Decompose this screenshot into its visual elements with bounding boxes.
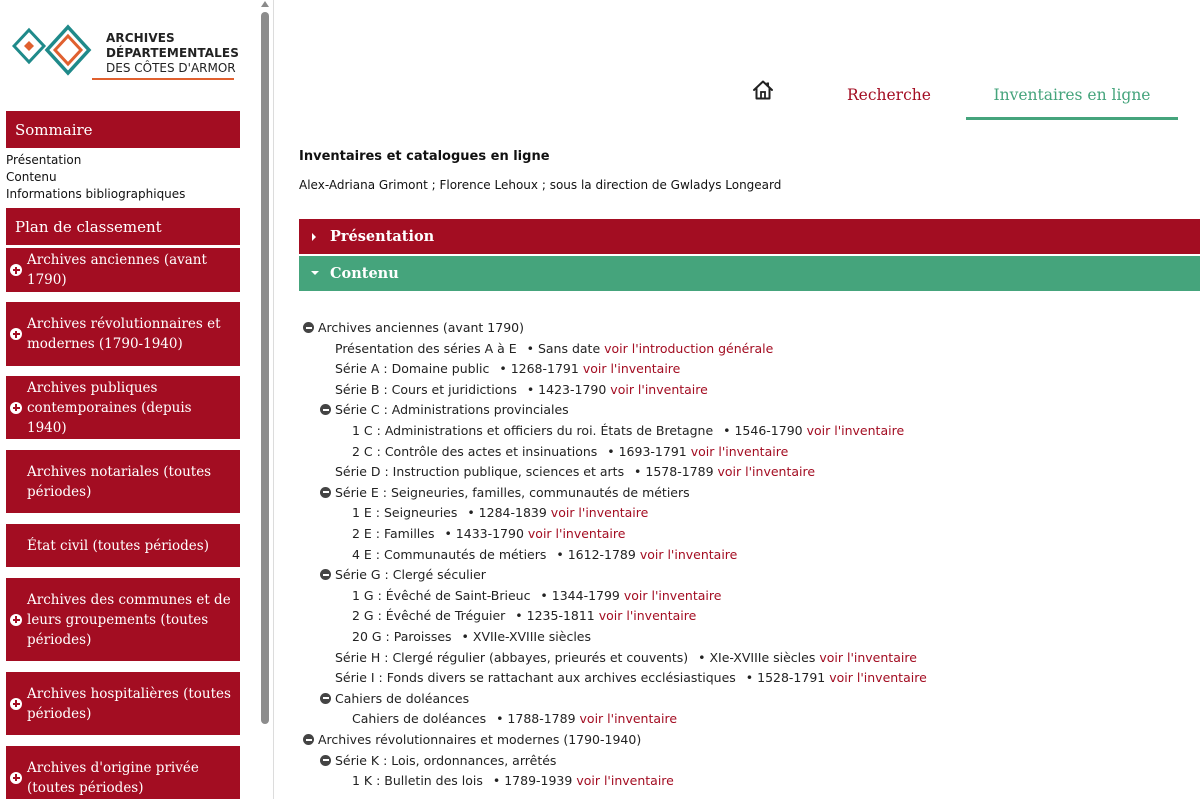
voir-inventaire-link[interactable]: voir l'inventaire [576, 773, 674, 789]
tree-node-toggle[interactable] [320, 690, 469, 708]
expand-plus-icon [10, 402, 22, 414]
tree-item-date: • 1612-1789 [556, 546, 636, 562]
tree-node-toggle[interactable] [320, 566, 486, 584]
tree-item [335, 649, 917, 667]
voir-inventaire-link[interactable]: voir l'inventaire [819, 649, 917, 665]
logo-line-3: DES CÔTES D'ARMOR [106, 61, 236, 75]
tree-item-label: Cahiers de doléances [335, 690, 470, 706]
tree-item-label: Série C : Administrations provinciales [335, 402, 569, 418]
archives-logo[interactable] [12, 24, 242, 86]
tree-item-label: Série D : Instruction publique, sciences et arts [335, 464, 625, 480]
tree-item-label: Archives anciennes (avant 1790) [318, 320, 524, 335]
voir-inventaire-link[interactable]: voir l'inventaire [806, 423, 905, 438]
voir-inventaire-link[interactable]: voir l'inventaire [579, 711, 678, 727]
tree-item-label: 2 E : Familles [352, 526, 435, 541]
collapse-minus-icon[interactable] [320, 693, 331, 704]
plan-classement-heading: Plan de classement [6, 208, 240, 245]
tree-item [335, 381, 708, 399]
collapse-minus-icon[interactable] [320, 487, 331, 498]
voir-inventaire-link[interactable]: voir l'inventaire [623, 587, 722, 603]
tree-item [335, 360, 680, 378]
tree-item-date: • 1788-1789 [496, 711, 576, 727]
tree-item [352, 587, 721, 605]
tree-item-label: 1 G : Évêché de Saint-Brieuc [352, 587, 531, 603]
category-archives-privees[interactable] [6, 746, 240, 799]
voir-inventaire-link[interactable]: voir l'introduction générale [604, 340, 774, 356]
tree-item [335, 669, 927, 687]
category-archives-notariales[interactable] [6, 450, 240, 513]
tree-item [352, 443, 788, 461]
tree-item-date: • 1528-1791 [745, 670, 826, 686]
tree-item-label: Présentation des séries A à E [335, 340, 517, 356]
tree-item [352, 710, 677, 728]
tree-item-label: 1 C : Administrations et officiers du roi. États de Bretagne [352, 423, 714, 438]
tree-node-toggle[interactable] [303, 319, 524, 337]
voir-inventaire-link[interactable]: voir l'inventaire [550, 505, 649, 521]
logo-underline [92, 78, 234, 80]
category-archives-hospitalieres[interactable] [6, 672, 240, 735]
collapse-minus-icon[interactable] [303, 322, 314, 333]
sidebar-scrollbar[interactable] [259, 0, 271, 799]
logo-line-1: ARCHIVES [106, 31, 175, 45]
collapse-minus-icon[interactable] [320, 569, 331, 580]
voir-inventaire-link[interactable]: voir l'inventaire [527, 526, 626, 541]
tree-item-date: • 1693-1791 [607, 443, 687, 459]
tree-item [352, 546, 737, 564]
scrollbar-thumb[interactable] [261, 12, 269, 724]
tree-item-date: • 1546-1790 [723, 423, 803, 438]
collapse-minus-icon[interactable] [303, 734, 314, 745]
expand-plus-icon [10, 264, 22, 276]
category-label: Archives anciennes (avant 1790) [27, 252, 207, 288]
tree-item-date: • 1789-1939 [492, 773, 573, 789]
voir-inventaire-link[interactable]: voir l'inventaire [582, 361, 681, 377]
category-label: État civil (toutes périodes) [27, 537, 209, 554]
category-label: Archives révolutionnaires et modernes (1790-1940) [27, 316, 221, 352]
tree-item-label: 1 K : Bulletin des lois [352, 773, 483, 789]
tree-item-label: 1 E : Seigneuries [352, 505, 458, 521]
voir-inventaire-link[interactable]: voir l'inventaire [717, 464, 816, 480]
voir-inventaire-link[interactable]: voir l'inventaire [829, 670, 927, 686]
category-archives-anciennes[interactable] [6, 248, 240, 292]
tree-item-date: • 1344-1799 [540, 587, 620, 603]
section-presentation-toggle[interactable] [299, 219, 1200, 254]
tree-item-label: Série B : Cours et juridictions [335, 381, 517, 397]
voir-inventaire-link[interactable]: voir l'inventaire [639, 546, 738, 562]
tree-item-label: 20 G : Paroisses [352, 629, 452, 644]
nav-inventaires-en-ligne[interactable] [966, 78, 1178, 120]
category-label: Archives des communes et de leurs groupements (toutes périodes) [27, 591, 231, 648]
expand-plus-icon [10, 698, 22, 710]
scroll-up-arrow-icon[interactable] [261, 1, 269, 7]
collapse-minus-icon[interactable] [320, 755, 331, 766]
tree-item-label: 2 G : Évêché de Tréguier [352, 608, 506, 624]
caret-right-icon [312, 233, 316, 241]
sommaire-links [6, 152, 185, 203]
tree-node-toggle[interactable] [320, 401, 569, 419]
tree-item [335, 340, 773, 358]
tree-item [352, 525, 625, 543]
tree-item-date: • 1284-1839 [467, 505, 547, 521]
tree-item-date: • 1423-1790 [526, 381, 607, 397]
tree-item-label: Série H : Clergé régulier (abbayes, prieurés et couvents) [335, 649, 689, 665]
category-etat-civil[interactable] [6, 524, 240, 567]
category-archives-publiques[interactable] [6, 376, 240, 439]
tree-item-date: • XVIIe-XVIIIe siècles [461, 629, 592, 644]
nav-inventaires-label: Inventaires en ligne [993, 86, 1151, 104]
tree-item-label: Série E : Seigneuries, familles, communautés de métiers [335, 484, 690, 500]
expand-plus-icon [10, 772, 22, 784]
tree-node-toggle[interactable] [320, 752, 556, 770]
tree-item-date: • XIe-XVIIIe siècles [698, 649, 816, 665]
nav-recherche[interactable]: Recherche [847, 86, 931, 104]
sommaire-link-presentation[interactable]: Présentation [6, 153, 82, 167]
expand-plus-icon [10, 328, 22, 340]
category-label: Archives publiques contemporaines (depuis 1940) [27, 379, 192, 436]
sommaire-link-contenu[interactable]: Contenu [6, 170, 57, 184]
category-archives-communes[interactable] [6, 578, 240, 661]
expand-plus-icon [10, 614, 22, 626]
section-label: Contenu [330, 265, 399, 282]
tree-item-label: Série K : Lois, ordonnances, arrêtés [335, 752, 557, 768]
collapse-minus-icon[interactable] [320, 404, 331, 415]
tree-item [352, 504, 648, 522]
home-icon[interactable] [751, 78, 775, 102]
tree-item-label: 4 E : Communautés de métiers [352, 546, 547, 562]
tree-node-toggle[interactable] [320, 484, 690, 502]
category-label: Archives d'origine privée (toutes périodes) [27, 759, 199, 796]
logo-line-2: DÉPARTEMENTALES [106, 46, 239, 60]
page-title: Inventaires et catalogues en ligne [299, 149, 550, 164]
logo-diamonds-icon [12, 24, 104, 86]
tree-item [352, 607, 696, 625]
tree-item-label: Série G : Clergé séculier [335, 567, 486, 583]
tree-item [352, 628, 591, 646]
sommaire-heading: Sommaire [6, 111, 240, 148]
tree-item-label: Archives révolutionnaires et modernes (1790-1940) [318, 732, 642, 747]
tree-item [352, 422, 904, 440]
tree-node-toggle[interactable] [303, 731, 641, 749]
tree-item-date: • 1268-1791 [499, 361, 579, 377]
tree-item-label: Cahiers de doléances [352, 711, 487, 727]
tree-item [352, 772, 674, 790]
voir-inventaire-link[interactable]: voir l'inventaire [598, 608, 697, 624]
section-contenu-toggle[interactable] [299, 256, 1200, 291]
tree-item-label: Série I : Fonds divers se rattachant aux archives ecclésiastiques [335, 670, 736, 686]
tree-item-date: • 1433-1790 [444, 526, 524, 541]
category-label: Archives hospitalières (toutes périodes) [27, 685, 231, 722]
tree-item-label: Série A : Domaine public [335, 361, 490, 377]
tree-item-date: • 1578-1789 [634, 464, 714, 480]
sommaire-link-informations[interactable]: Informations bibliographiques [6, 187, 186, 201]
authors-line: Alex-Adriana Grimont ; Florence Lehoux ; sous la direction de Gwladys Longeard [299, 178, 782, 192]
tree-item-date: • 1235-1811 [515, 608, 595, 624]
caret-down-icon [311, 271, 319, 275]
tree-item [335, 463, 815, 481]
section-label: Présentation [330, 228, 435, 245]
sidebar [0, 0, 274, 799]
category-archives-revolutionnaires[interactable] [6, 302, 240, 366]
category-label: Archives notariales (toutes périodes) [27, 463, 212, 500]
tree-item-label: 2 C : Contrôle des actes et insinuations [352, 443, 598, 459]
voir-inventaire-link[interactable]: voir l'inventaire [690, 443, 789, 459]
tree-item-date: • Sans date [526, 340, 601, 356]
voir-inventaire-link[interactable]: voir l'inventaire [610, 381, 708, 397]
